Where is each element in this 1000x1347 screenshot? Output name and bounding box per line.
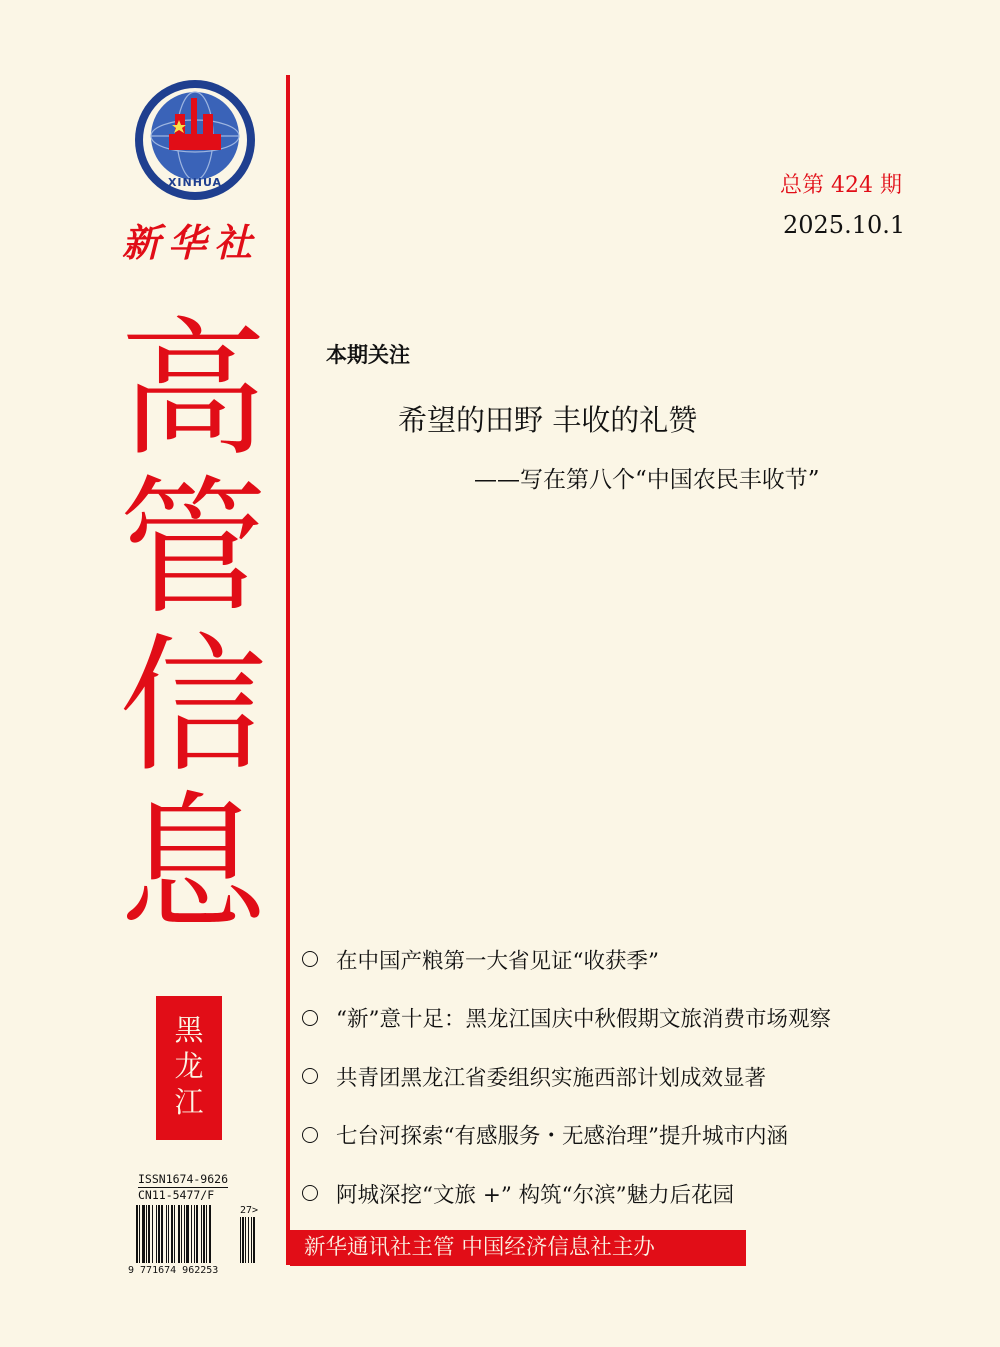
title-char-1: 高 [119,304,267,476]
title-char-4: 息 [119,778,267,950]
barcode-bar [166,1205,167,1263]
barcode-addon-bar [242,1217,244,1263]
list-item [302,930,992,989]
barcode-bar [178,1205,180,1263]
bullet-circle-icon [302,1068,318,1084]
barcode-bar [209,1205,211,1263]
logo-text: XINHUA [167,176,223,189]
cn-number: CN11-5477/F [138,1188,215,1202]
barcode-addon-bar [251,1217,252,1263]
focus-headline: 希望的田野 丰收的礼赞 [398,403,698,437]
barcode-addon-bar [248,1217,249,1263]
vertical-divider [286,75,290,1265]
focus-label: 本期关注 [326,342,410,367]
barcode-bar [181,1205,182,1263]
barcode-bar [161,1205,163,1263]
region-char: 黑 [174,1013,204,1047]
region-char: 江 [174,1085,204,1119]
article-list [302,930,992,1223]
barcode-bar [206,1205,207,1263]
list-item [302,1047,992,1106]
barcode-digits: 9 771674 962253 [128,1265,219,1275]
xinhua-logo-icon [133,78,257,202]
barcode-bar [142,1205,145,1263]
list-item [302,1164,992,1223]
issn-block [138,1172,228,1203]
bullet-circle-icon [302,1010,318,1026]
barcode-bar [171,1205,173,1263]
article-title: “新”意十足：黑龙江国庆中秋假期文旅消费市场观察 [336,1007,831,1033]
title-char-2: 管 [119,462,267,634]
barcode-bar [156,1205,157,1263]
focus-subheadline: ——写在第八个“中国农民丰收节” [474,467,820,493]
article-title: 在中国产粮第一大省见证“收获季” [336,948,659,974]
bullet-circle-icon [302,951,318,967]
barcode-bar [201,1205,202,1263]
article-title: 七台河探索“有感服务・无感治理”提升城市内涵 [336,1124,788,1150]
barcode-bar [194,1205,195,1263]
barcode-addon-bar [245,1217,246,1263]
bullet-circle-icon [302,1185,318,1201]
agency-name: 新华社 [122,220,261,265]
barcode-bar [184,1205,185,1263]
barcode-bar [148,1205,150,1263]
barcode-bar [146,1205,147,1263]
issue-number: 总第 424 期 [780,173,902,198]
bullet-circle-icon [302,1127,318,1143]
barcode-bar [168,1205,169,1263]
barcode-icon [128,1203,273,1275]
article-title: 共青团黑龙江省委组织实施西部计划成效显著 [336,1065,767,1091]
barcode-bar [203,1205,205,1263]
barcode-bar [191,1205,192,1263]
barcode-bar [158,1205,160,1263]
barcode-addon: 27> [240,1205,259,1216]
sponsor-band: 新华通讯社主管 中国经济信息社主办 [290,1230,746,1266]
region-badge [156,996,222,1140]
barcode-bar [196,1205,198,1263]
barcode-bar [136,1205,138,1263]
issn-number: ISSN1674-9626 [138,1172,229,1186]
list-item [302,989,992,1048]
barcode-bar [174,1205,175,1263]
list-item [302,1106,992,1165]
barcode-bar [152,1205,153,1263]
issue-date: 2025.10.1 [783,211,906,239]
title-char-3: 信 [119,620,267,792]
barcode-bar [139,1205,140,1263]
region-char: 龙 [174,1049,204,1083]
article-title: 阿城深挖“文旅 +” 构筑“尔滨”魅力后花园 [336,1182,735,1208]
barcode-addon-bar [253,1217,255,1263]
barcode-bar [186,1205,189,1263]
barcode-addon-bar [240,1217,241,1263]
